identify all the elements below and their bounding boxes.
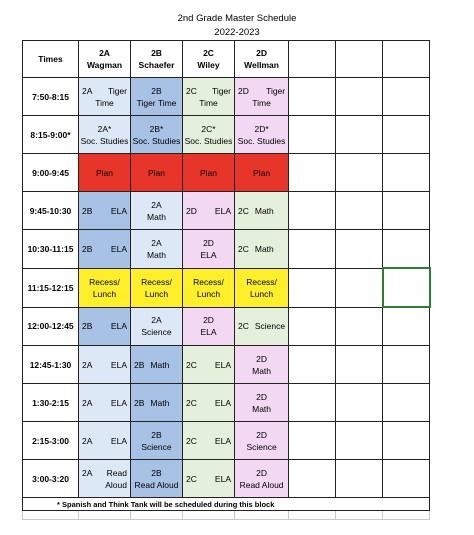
- empty-cell[interactable]: [131, 511, 183, 520]
- empty-cell[interactable]: [383, 116, 430, 154]
- empty-cell[interactable]: [336, 307, 383, 346]
- time-cell[interactable]: 3:00-3:20: [23, 460, 79, 498]
- cell-2a[interactable]: 2B ELA: [79, 230, 131, 269]
- cell-2a-recess[interactable]: Recess/ Lunch: [79, 268, 131, 307]
- schedule-row: [23, 154, 430, 192]
- cell-2b[interactable]: 2B Science: [131, 422, 183, 460]
- time-cell[interactable]: 2:15-3:00: [23, 422, 79, 460]
- empty-cell[interactable]: [289, 268, 336, 307]
- cell-2c[interactable]: 2C ELA: [183, 460, 235, 498]
- empty-cell[interactable]: [336, 41, 383, 78]
- cell-2b[interactable]: 2A Math: [131, 192, 183, 230]
- cell-2d[interactable]: 2C Science: [235, 307, 289, 346]
- school-year: 2022-2023: [214, 27, 260, 38]
- empty-cell[interactable]: [235, 511, 289, 520]
- empty-cell[interactable]: [289, 422, 336, 460]
- header-2a[interactable]: 2A Wagman: [79, 41, 131, 78]
- empty-cell[interactable]: [383, 78, 430, 116]
- empty-cell[interactable]: [289, 192, 336, 230]
- empty-cell[interactable]: [289, 78, 336, 116]
- cell-2a[interactable]: 2B ELA: [79, 307, 131, 346]
- time-cell[interactable]: 9:00-9:45: [23, 154, 79, 192]
- empty-cell[interactable]: [183, 511, 235, 520]
- empty-cell[interactable]: [383, 422, 430, 460]
- time-cell[interactable]: 11:15-12:15: [23, 268, 79, 307]
- cell-2b[interactable]: 2A Science: [131, 307, 183, 346]
- empty-cell[interactable]: [383, 192, 430, 230]
- header-2d[interactable]: 2D Wellman: [235, 41, 289, 78]
- empty-cell[interactable]: [336, 422, 383, 460]
- empty-cell[interactable]: [336, 384, 383, 422]
- empty-cell[interactable]: [383, 346, 430, 384]
- empty-cell[interactable]: [336, 230, 383, 269]
- time-cell[interactable]: 10:30-11:15: [23, 230, 79, 269]
- schedule-row: [23, 78, 430, 116]
- empty-cell[interactable]: [336, 116, 383, 154]
- cell-2c[interactable]: 2C ELA: [183, 346, 235, 384]
- time-cell[interactable]: 12:00-12:45: [23, 307, 79, 346]
- cell-2c[interactable]: 2D ELA: [183, 307, 235, 346]
- cell-2b[interactable]: 2B Math: [131, 384, 183, 422]
- cell-2c[interactable]: 2D ELA: [183, 230, 235, 269]
- schedule-row: [23, 384, 430, 422]
- blank-row: [23, 511, 430, 520]
- empty-cell[interactable]: [23, 511, 79, 520]
- cell-2c-plan[interactable]: Plan: [183, 154, 235, 192]
- cell-2d[interactable]: 2D* Soc. Studies: [235, 116, 289, 154]
- schedule-row: [23, 307, 430, 346]
- time-cell[interactable]: 1:30-2:15: [23, 384, 79, 422]
- empty-cell[interactable]: [289, 384, 336, 422]
- cell-2c-recess[interactable]: Recess/ Lunch: [183, 268, 235, 307]
- cell-2a[interactable]: 2A ELA: [79, 384, 131, 422]
- cell-2b[interactable]: 2A Math: [131, 230, 183, 269]
- empty-cell[interactable]: [289, 116, 336, 154]
- time-cell[interactable]: 7:50-8:15: [23, 78, 79, 116]
- header-2c[interactable]: 2C Wiley: [183, 41, 235, 78]
- cell-2b[interactable]: 2B Read Aloud: [131, 460, 183, 498]
- empty-cell[interactable]: [383, 511, 430, 520]
- cell-2c[interactable]: 2C* Soc. Studies: [183, 116, 235, 154]
- cell-2b[interactable]: 2B* Soc. Studies: [131, 116, 183, 154]
- cell-2d[interactable]: 2D Tiger Time: [235, 78, 289, 116]
- times-header[interactable]: Times: [23, 41, 79, 78]
- empty-cell[interactable]: [383, 307, 430, 346]
- cell-2b-recess[interactable]: Recess/ Lunch: [131, 268, 183, 307]
- empty-cell[interactable]: [289, 307, 336, 346]
- cell-2a[interactable]: 2A Read Aloud: [79, 460, 131, 498]
- schedule-row: [23, 230, 430, 269]
- cell-2b[interactable]: 2B Math: [131, 346, 183, 384]
- header-row: [23, 41, 430, 78]
- schedule-row: [23, 346, 430, 384]
- empty-cell[interactable]: [336, 346, 383, 384]
- cell-2d[interactable]: 2C Math: [235, 230, 289, 269]
- cell-2c[interactable]: 2C Tiger Time: [183, 78, 235, 116]
- empty-cell[interactable]: [336, 460, 383, 498]
- schedule-row: [23, 460, 430, 498]
- empty-cell[interactable]: [289, 511, 336, 520]
- schedule-row: [23, 192, 430, 230]
- empty-cell[interactable]: [383, 460, 430, 498]
- empty-cell[interactable]: [289, 41, 336, 78]
- header-2b[interactable]: 2B Schaefer: [131, 41, 183, 78]
- empty-cell[interactable]: [383, 41, 430, 78]
- cell-2a[interactable]: 2B ELA: [79, 192, 131, 230]
- empty-cell[interactable]: [383, 154, 430, 192]
- schedule-row: [23, 422, 430, 460]
- empty-cell[interactable]: [336, 192, 383, 230]
- cell-2c[interactable]: 2C ELA: [183, 422, 235, 460]
- cell-2a-plan[interactable]: Plan: [79, 154, 131, 192]
- cell-2d[interactable]: 2D Math: [235, 346, 289, 384]
- empty-cell[interactable]: [289, 230, 336, 269]
- cell-2c[interactable]: 2D ELA: [183, 192, 235, 230]
- empty-cell[interactable]: [336, 154, 383, 192]
- empty-cell[interactable]: [289, 346, 336, 384]
- cell-2d[interactable]: 2D Read Aloud: [235, 460, 289, 498]
- cell-2b-plan[interactable]: Plan: [131, 154, 183, 192]
- cell-2a[interactable]: 2A ELA: [79, 422, 131, 460]
- empty-cell[interactable]: [289, 154, 336, 192]
- empty-cell[interactable]: [336, 511, 383, 520]
- time-cell[interactable]: 9:45-10:30: [23, 192, 79, 230]
- cell-2d[interactable]: 2C Math: [235, 192, 289, 230]
- schedule-row: [23, 116, 430, 154]
- cell-2a[interactable]: 2A Tiger Time: [79, 78, 131, 116]
- empty-cell[interactable]: [336, 268, 383, 307]
- cell-2d[interactable]: 2D Science: [235, 422, 289, 460]
- master-schedule-table: [22, 40, 431, 520]
- cell-2d-plan[interactable]: Plan: [235, 154, 289, 192]
- cell-2c[interactable]: 2C ELA: [183, 384, 235, 422]
- schedule-title: 2nd Grade Master Schedule: [177, 13, 297, 24]
- empty-cell[interactable]: [336, 78, 383, 116]
- selected-cell[interactable]: [383, 268, 430, 307]
- schedule-row: [23, 268, 430, 307]
- cell-2d-recess[interactable]: Recess/ Lunch: [235, 268, 289, 307]
- empty-cell[interactable]: [383, 384, 430, 422]
- footnote-row: [23, 498, 430, 511]
- cell-2a[interactable]: 2A ELA: [79, 346, 131, 384]
- empty-cell[interactable]: [383, 230, 430, 269]
- empty-cell[interactable]: [289, 460, 336, 498]
- empty-cell[interactable]: [79, 511, 131, 520]
- time-cell[interactable]: 12:45-1:30: [23, 346, 79, 384]
- cell-2a[interactable]: 2A* Soc. Studies: [79, 116, 131, 154]
- time-cell[interactable]: 8:15-9:00*: [23, 116, 79, 154]
- cell-2b[interactable]: 2B Tiger Time: [131, 78, 183, 116]
- cell-2d[interactable]: 2D Math: [235, 384, 289, 422]
- footnote[interactable]: * Spanish and Think Tank will be scheduled during this block: [23, 498, 430, 511]
